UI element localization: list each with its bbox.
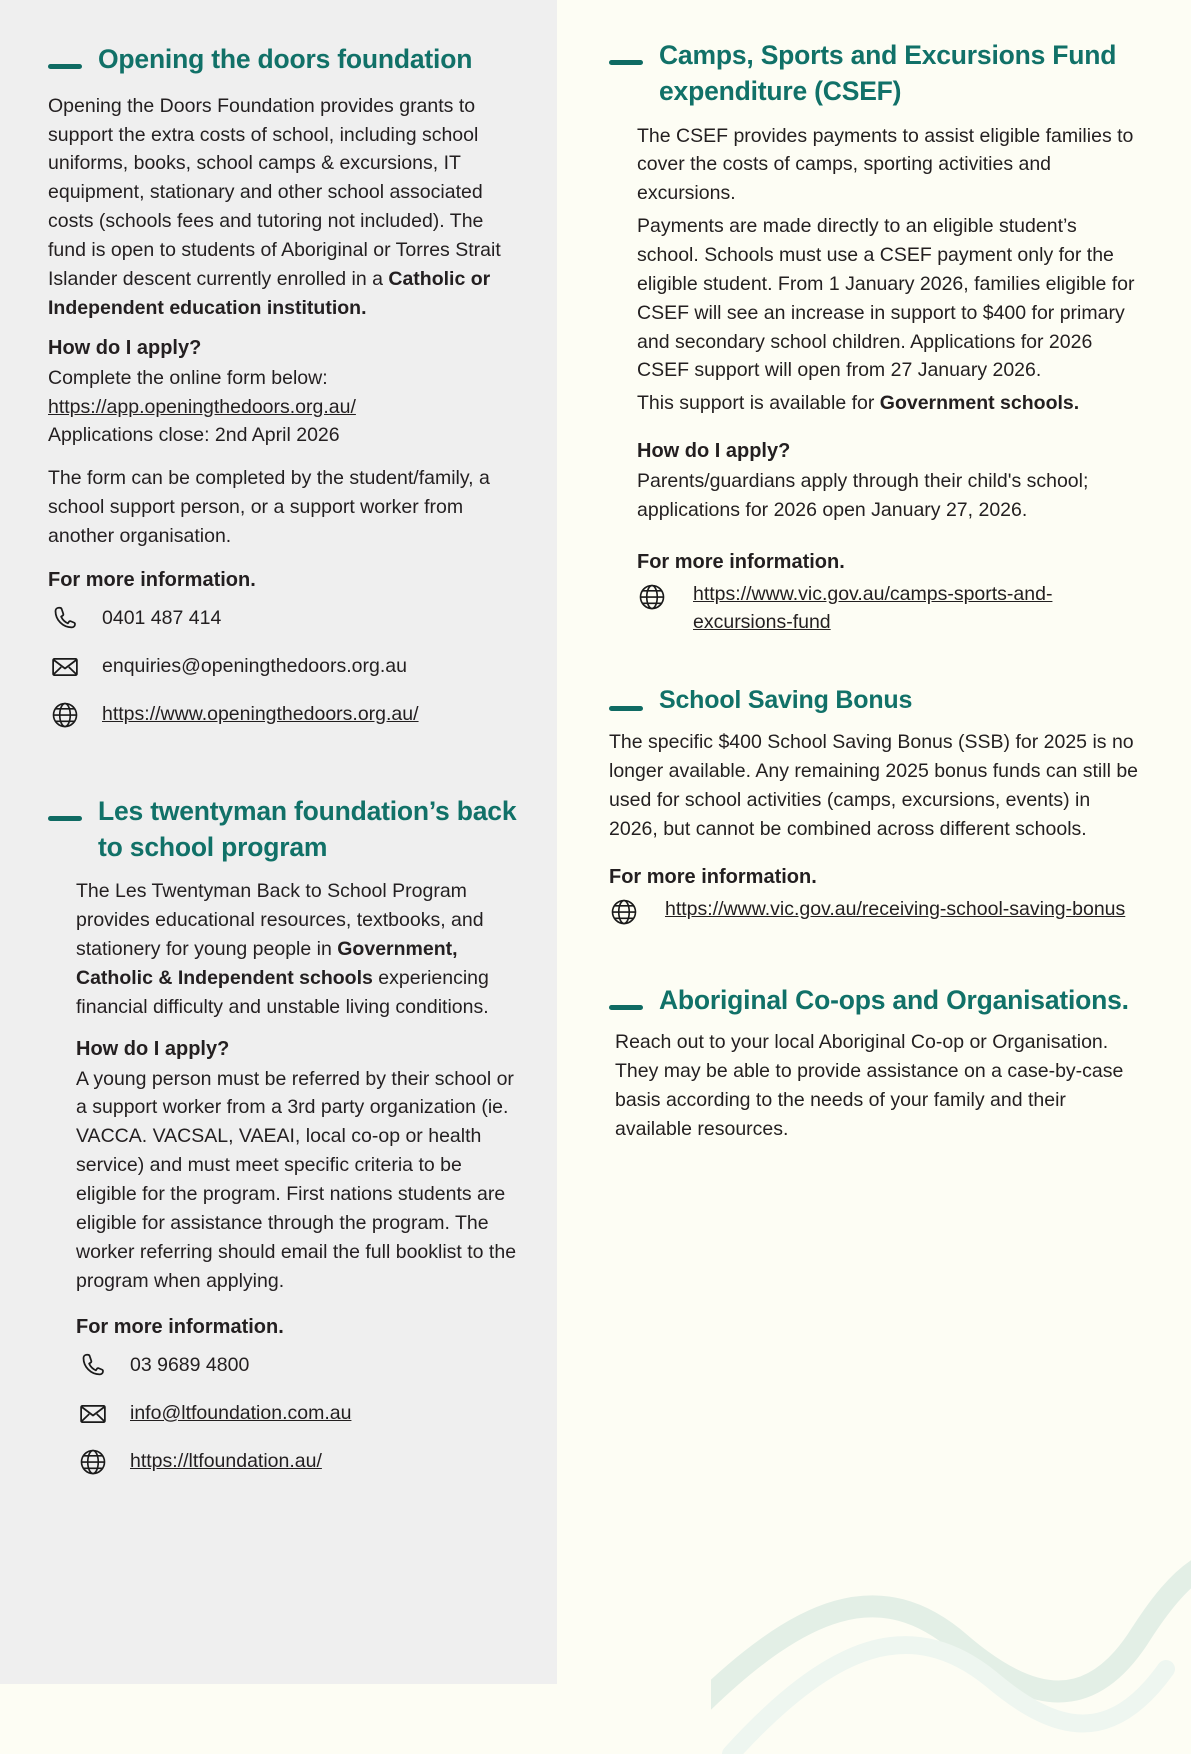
dash-marker-icon — [609, 706, 643, 711]
section-spacer — [48, 746, 517, 780]
csef-link-row[interactable] — [637, 580, 1141, 637]
globe-icon — [48, 698, 82, 732]
contact-phone-text: 03 9689 4800 — [130, 1354, 250, 1376]
contact-list — [76, 1349, 517, 1479]
contact-website-text: https://www.openingthedoors.org.au/ — [102, 703, 419, 726]
csef-paragraph-2: Payments are made directly to an eligible student’s school. Schools must use a CSEF payment only for the eligible student. From 1 January 2026, families eligible for CSEF will see an increase in support to $400 for primary and secondary school children. Applications for 2026 CSEF support will open from 27 January 2026. — [637, 215, 1135, 382]
dash-marker-icon — [609, 1005, 643, 1010]
right-column — [557, 0, 1191, 1684]
csef-paragraph-1: The CSEF provides payments to assist eligible families to cover the costs of camps, sporting activities and excursions. — [637, 124, 1134, 205]
csef-paragraph-3-bold: Government schools. — [879, 392, 1080, 415]
contact-phone-text: 0401 487 414 — [102, 607, 222, 630]
intro-paragraph — [76, 877, 517, 1021]
contact-phone[interactable] — [48, 602, 517, 636]
mail-icon — [48, 650, 82, 684]
contact-email[interactable] — [48, 650, 517, 684]
section-header — [48, 794, 517, 866]
dash-marker-icon — [48, 816, 82, 821]
csef-paragraph-3-text: This support is available for — [637, 392, 880, 415]
contact-email-text: info@ltfoundation.com.au — [130, 1402, 352, 1424]
mail-icon — [76, 1397, 110, 1431]
coops-paragraph-1: Reach out to your local Aboriginal Co-op or Organisation. They may be able to provide assistance on a case-by-case basis according to the needs of your family and their available resources. — [615, 1031, 1124, 1140]
section-title: Camps, Sports and Excursions Fund expenditure (CSEF) — [659, 40, 1117, 106]
globe-icon — [609, 897, 643, 931]
how-do-i-apply-heading: How do I apply? — [637, 440, 791, 463]
section-header — [609, 983, 1141, 1019]
section-title: Aboriginal Co-ops and Organisations. — [659, 984, 1129, 1015]
more-information-heading: For more information. — [609, 865, 817, 888]
ssb-link-row[interactable] — [609, 895, 1141, 931]
contact-website-text: https://ltfoundation.au/ — [130, 1450, 322, 1472]
how-do-i-apply-heading: How do I apply? — [76, 1037, 230, 1060]
intro-text: Opening the Doors Foundation provides grants to support the extra costs of school, including school uniforms, books, school camps & excursions, IT equipment, stationary and other school associated costs (schools fees and tutoring not included). The fund is open to students of Aboriginal or Torres Strait Islander descent currently enrolled in a — [48, 94, 501, 290]
section-spacer — [609, 636, 1141, 670]
csef-paragraph-3 — [637, 389, 1141, 418]
more-information-heading: For more information. — [76, 1315, 284, 1338]
section-title: Opening the doors foundation — [98, 44, 473, 74]
intro-bold-text: Government, Catholic & Independent schools — [76, 938, 458, 989]
globe-icon — [637, 582, 671, 616]
form-completion-note: The form can be completed by the student/family, a school support person, or a support worker from another organisation. — [48, 467, 490, 547]
application-link[interactable]: https://app.openingthedoors.org.au/ — [48, 395, 356, 418]
section-header — [609, 38, 1141, 110]
phone-icon — [48, 602, 82, 636]
intro-text-a: The Les Twentyman Back to School Program provides educational resources, textbooks, and stationery for young people in — [76, 880, 484, 961]
section-opening-the-doors — [48, 42, 517, 732]
more-information-heading: For more information. — [637, 550, 845, 573]
apply-instruction: A young person must be referred by their school or a support worker from a 3rd party organization (ie. VACCA. VACSAL, VAEAI, local co-op or health service) and must meet specific criteria to be eligible for the program. First nations students are eligible for assistance through the program. The worker referring should email the full booklist to the program when applying. — [76, 1067, 517, 1292]
dash-marker-icon — [609, 60, 643, 65]
section-spacer — [609, 931, 1141, 965]
phone-icon — [76, 1349, 110, 1383]
globe-icon — [76, 1445, 110, 1479]
decorative-swoosh — [711, 1454, 1191, 1754]
contact-website[interactable] — [76, 1445, 517, 1479]
ssb-link-text: https://www.vic.gov.au/receiving-school-saving-bonus — [665, 897, 1126, 920]
how-do-i-apply-heading: How do I apply? — [48, 336, 202, 359]
application-close-date: Applications close: 2nd April 2026 — [48, 424, 340, 447]
section-header — [609, 684, 1141, 718]
section-title: Les twentyman foundation’s back to school program — [98, 795, 517, 862]
intro-text-b: experiencing financial difficulty and unstable living conditions. — [76, 966, 489, 1018]
apply-instruction: Complete the online form below: — [48, 366, 328, 389]
section-header — [48, 42, 517, 78]
contact-phone[interactable] — [76, 1349, 517, 1383]
section-school-saving-bonus — [609, 684, 1141, 930]
more-information-heading: For more information. — [48, 568, 256, 591]
dash-marker-icon — [48, 64, 82, 69]
contact-list — [48, 602, 517, 732]
contact-email-text: enquiries@openingthedoors.org.au — [102, 655, 407, 678]
apply-instruction: Parents/guardians apply through their child's school; applications for 2026 open January 27, 2026. — [637, 470, 1089, 521]
intro-bold-text: Catholic or Independent education institution. — [48, 267, 491, 319]
section-csef — [609, 38, 1141, 636]
contact-website[interactable] — [48, 698, 517, 732]
section-title: School Saving Bonus — [659, 686, 913, 715]
section-aboriginal-coops — [609, 983, 1141, 1144]
csef-link-text: https://www.vic.gov.au/camps-sports-and-excursions-fund — [693, 582, 1053, 634]
intro-paragraph — [48, 92, 517, 323]
ssb-paragraph-1: The specific $400 School Saving Bonus (SSB) for 2025 is no longer available. Any remaining 2025 bonus funds can still be used for school activities (camps, excursions, events) in 2026, but cannot be combined across different schools. — [609, 731, 1139, 840]
section-les-twentyman — [48, 794, 517, 1479]
contact-email[interactable] — [76, 1397, 517, 1431]
left-column — [0, 0, 557, 1684]
